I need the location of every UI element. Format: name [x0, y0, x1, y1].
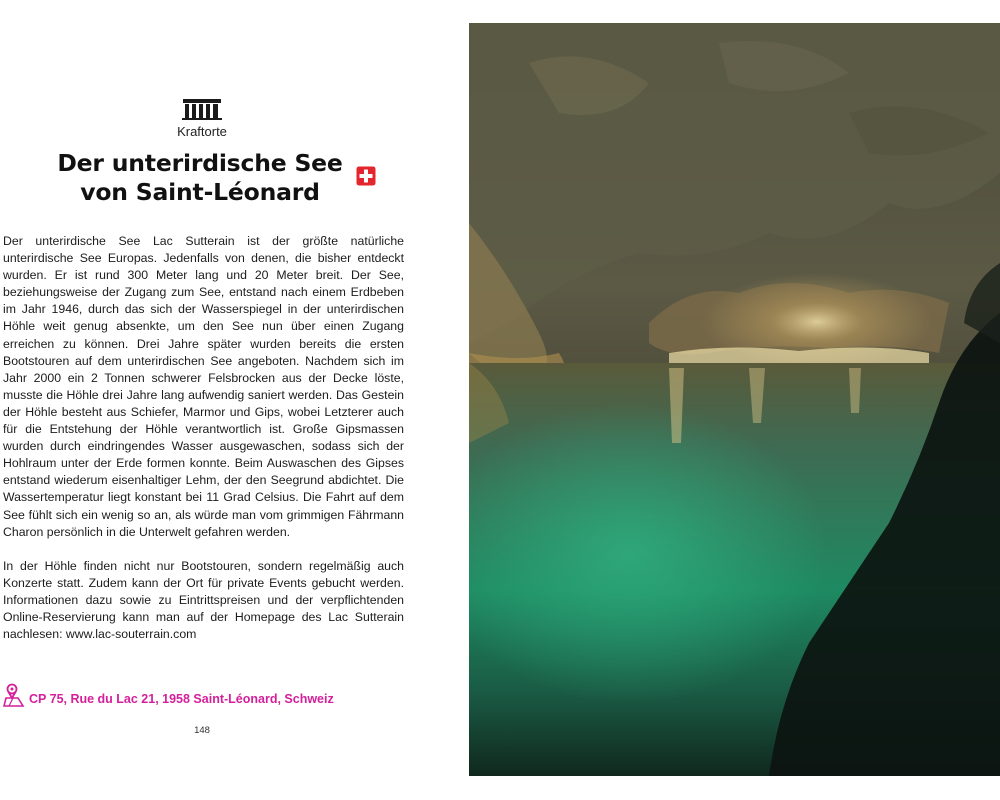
swiss-flag-icon	[356, 166, 376, 186]
page-title	[10, 149, 390, 207]
page-number: 148	[194, 725, 210, 736]
address-text: CP 75, Rue du Lac 21, 1958 Saint-Léonard, Schweiz	[29, 692, 334, 706]
left-page	[0, 0, 412, 800]
article-body	[3, 233, 404, 660]
stonehenge-icon	[181, 98, 223, 120]
map-pin-icon	[3, 683, 25, 707]
address-row	[3, 683, 408, 707]
paragraph-2: In der Höhle finden nicht nur Bootstouren, sondern regelmäßig auch Konzerte statt. Zudem kann der Ort für private Events gebucht werden. Informationen dazu sowie zu Eintrittspreisen und der verpflichtenden Online-Reservierung kann man auf der Homepage des Lac Sutterain nachlesen: www.lac-souterrain.com	[3, 558, 404, 642]
page-title-line-1: Der unterirdische See	[57, 149, 343, 177]
paragraph-1: Der unterirdische See Lac Sutterain ist der größte natürliche unterirdische See Europas. Jedenfalls von denen, die bisher entdeckt wurden. Er ist rund 300 Meter lang und 20 Meter breit. Der See, beziehungsweise der Zugang zum See, entstand nach einem Erdbeben im Jahr 1946, durch das sich der Wasserspiegel in der unterirdischen Höhle weit genug absenkte, um den See nun über einen Zugang erreichen zu können. Drei Jahre später wurden bereits die ersten Bootstouren auf dem unterirdischen See angeboten. Nachdem sich im Jahr 2000 ein 2 Tonnen schwerer Felsbrocken aus der Decke löste, musste die Höhle drei Jahre lang aufwendig saniert werden. Das Gestein der Höhle besteht aus Schiefer, Marmor und Gips, wobei Letzterer auch für die Entstehung der Höhle verantwortlich ist. Große Gipsmassen wurden durch eindringendes Wasser ausgewaschen, sodass sich der Hohlraum unter der Erde formen konnte. Beim Auswaschen des Gipses entstand wiederum eisenhaltiger Lehm, der den Seegrund abdichtet. Die Wassertemperatur liegt konstant bei 11 Grad Celsius. Die Fahrt auf dem See fühlt sich ein wenig so an, als würde man vom grimmigen Fährmann Charon persönlich in die Unterwelt gefahren werden.	[3, 234, 404, 539]
page-title-line-2: von Saint-Léonard	[80, 178, 320, 206]
category-label: Kraftorte	[177, 124, 227, 139]
cave-lake-photo	[469, 23, 1000, 776]
